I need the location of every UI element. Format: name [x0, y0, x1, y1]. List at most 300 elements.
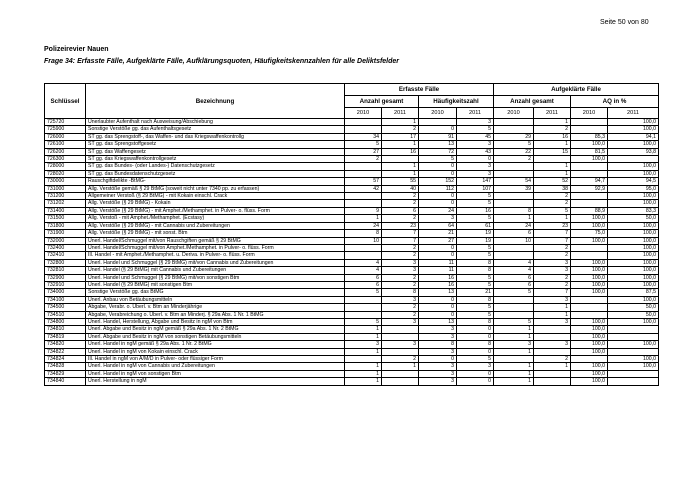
aq-2011-cell: 50,0: [608, 304, 659, 311]
haeufigkeit-2010-cell: 91: [419, 133, 457, 140]
bezeichnung-cell: Rauschgiftdelikte -BtMG-: [86, 178, 345, 185]
aq-2010-cell: [571, 311, 608, 318]
aq-2010-cell: [571, 252, 608, 259]
aufgeklaert-2011-cell: 2: [534, 252, 571, 259]
haeufigkeit-2011-cell: 3: [457, 170, 494, 177]
aq-2010-cell: 100,0: [571, 326, 608, 333]
erfasst-2010-cell: 27: [345, 148, 382, 155]
erfasst-2011-cell: 3: [382, 259, 419, 266]
aufgeklaert-2010-cell: [494, 311, 534, 318]
haeufigkeit-2010-cell: [419, 119, 457, 126]
erfasst-2011-cell: 2: [382, 193, 419, 200]
table-row: [45, 237, 659, 244]
table-row: [45, 148, 659, 155]
aq-2010-cell: [571, 296, 608, 303]
aufgeklaert-2011-cell: 1: [534, 304, 571, 311]
haeufigkeit-2011-cell: 5: [457, 252, 494, 259]
aufgeklaert-2010-cell: [494, 193, 534, 200]
schluessel-cell: 726100: [45, 141, 86, 148]
aq-2010-cell: [571, 163, 608, 170]
organization-title: Polizeirevier Nauen: [44, 46, 109, 53]
haeufigkeit-2011-cell: 3: [457, 141, 494, 148]
table-row: [45, 281, 659, 288]
aufgeklaert-2011-cell: 2: [534, 356, 571, 363]
haeufigkeit-2010-cell: 13: [419, 289, 457, 296]
bezeichnung-cell: Unerl. Handel (§ 29 BtMG) mit sonstigen Btm: [86, 281, 345, 288]
erfasst-2010-cell: 1: [345, 326, 382, 333]
aufgeklaert-2010-cell: [494, 126, 534, 133]
aq-2010-cell: [571, 126, 608, 133]
table-row: [45, 156, 659, 163]
schluessel-cell: 734824: [45, 356, 86, 363]
aq-2011-cell: 100,0: [608, 170, 659, 177]
schluessel-cell: 734822: [45, 348, 86, 355]
erfasst-2011-cell: 2: [382, 311, 419, 318]
aq-2011-cell: 100,0: [608, 126, 659, 133]
bezeichnung-cell: Unerl. Handel und Schmuggel (§ 29 BtMG) mit/von Cannabis und Zubereitungen: [86, 259, 345, 266]
erfasst-2011-cell: 1: [382, 141, 419, 148]
schluessel-cell: 726300: [45, 156, 86, 163]
table-row: [45, 119, 659, 126]
schluessel-cell: 734828: [45, 363, 86, 370]
haeufigkeit-2010-cell: 0: [419, 252, 457, 259]
statistics-table: [44, 83, 659, 386]
aufgeklaert-2011-cell: [534, 326, 571, 333]
erfasst-2011-cell: 2: [382, 126, 419, 133]
table-row: [45, 133, 659, 140]
schluessel-cell: 726200: [45, 148, 86, 155]
bezeichnung-cell: Unerl. Handel/Schmuggel mit/von Amphet./Methamphet. in Pulver- o. flüss. Form: [86, 244, 345, 251]
haeufigkeit-2011-cell: 45: [457, 133, 494, 140]
erfasst-2011-cell: 23: [382, 222, 419, 229]
table-row: [45, 141, 659, 148]
erfasst-2011-cell: 2: [382, 252, 419, 259]
aufgeklaert-2010-cell: 1: [494, 348, 534, 355]
page-number: Seite 50 von 80: [600, 19, 649, 26]
aq-2011-cell: 100,0: [608, 274, 659, 281]
haeufigkeit-2011-cell: 0: [457, 326, 494, 333]
aufgeklaert-2011-cell: 23: [534, 222, 571, 229]
aq-2011-cell: 100,0: [608, 163, 659, 170]
aq-2010-cell: 100,0: [571, 370, 608, 377]
haeufigkeit-2011-cell: 8: [457, 259, 494, 266]
bezeichnung-cell: Abgabe, Verabr. o. Überl. v. Btm an Minderjährige: [86, 304, 345, 311]
table-row: [45, 326, 659, 333]
aq-2010-cell: 100,0: [571, 378, 608, 385]
aufgeklaert-2011-cell: 2: [534, 193, 571, 200]
schluessel-cell: 728000: [45, 163, 86, 170]
table-row: [45, 259, 659, 266]
aufgeklaert-2011-cell: 3: [534, 318, 571, 325]
haeufigkeit-2010-cell: 11: [419, 259, 457, 266]
bezeichnung-cell: Sonstige Verstöße gg. das BtMG: [86, 289, 345, 296]
erfasst-2010-cell: 24: [345, 222, 382, 229]
year-header: 2010: [345, 108, 382, 119]
haeufigkeit-2011-cell: 3: [457, 119, 494, 126]
erfasst-2010-cell: 34: [345, 133, 382, 140]
aufgeklaert-2010-cell: 1: [494, 370, 534, 377]
schluessel-cell: 731000: [45, 185, 86, 192]
erfasst-2010-cell: [345, 119, 382, 126]
bezeichnung-cell: Unerl. Handel, Herstellung, Abgabe und Besitz in ngM von Btm: [86, 318, 345, 325]
aufgeklaert-2010-cell: [494, 304, 534, 311]
table-row: [45, 222, 659, 229]
haeufigkeit-2010-cell: 3: [419, 326, 457, 333]
haeufigkeit-2010-cell: 8: [419, 341, 457, 348]
schluessel-cell: 734800: [45, 318, 86, 325]
haeufigkeit-2011-cell: 5: [457, 304, 494, 311]
schluessel-cell: 732900: [45, 274, 86, 281]
haeufigkeit-2010-cell: 0: [419, 356, 457, 363]
haeufigkeit-2011-cell: 8: [457, 318, 494, 325]
haeufigkeit-2010-cell: 0: [419, 200, 457, 207]
haeufigkeit-2010-cell: 112: [419, 185, 457, 192]
aq-2011-cell: 100,0: [608, 341, 659, 348]
table-row: [45, 207, 659, 214]
haeufigkeit-2010-cell: 152: [419, 178, 457, 185]
bezeichnung-cell: Unerl. Handel in ngM von sonstigen Btm: [86, 370, 345, 377]
erfasst-2011-cell: 3: [382, 341, 419, 348]
bezeichnung-cell: Unerl. Abgabe und Besitz in ngM von sonstigen Betäubungsmitteln: [86, 333, 345, 340]
haeufigkeit-2011-cell: 19: [457, 230, 494, 237]
haeufigkeit-2010-cell: 72: [419, 148, 457, 155]
erfasst-2010-cell: 5: [345, 289, 382, 296]
haeufigkeit-2011-cell: 5: [457, 356, 494, 363]
haeufigkeit-2010-cell: 0: [419, 296, 457, 303]
aufgeklaert-2010-cell: 29: [494, 133, 534, 140]
header-anzahl-gesamt-erfasst: Anzahl gesamt: [345, 96, 419, 108]
bezeichnung-cell: Unerl. Abgabe und Besitz in ngM gemäß § 29a Abs. 1 Nr. 2 BtMG: [86, 326, 345, 333]
erfasst-2010-cell: 8: [345, 230, 382, 237]
aufgeklaert-2010-cell: [494, 119, 534, 126]
aq-2011-cell: 50,0: [608, 215, 659, 222]
haeufigkeit-2011-cell: 3: [457, 163, 494, 170]
header-aufgeklaerte-faelle: Aufgeklärte Fälle: [494, 84, 659, 96]
haeufigkeit-2011-cell: 0: [457, 333, 494, 340]
haeufigkeit-2011-cell: 5: [457, 200, 494, 207]
table-row: [45, 163, 659, 170]
erfasst-2010-cell: 5: [345, 318, 382, 325]
bezeichnung-cell: Allg. Verstöße (§ 29 BtMG) - Kokain: [86, 200, 345, 207]
table-row: [45, 311, 659, 318]
table-row: [45, 267, 659, 274]
header-bezeichnung: Bezeichnung: [86, 84, 345, 119]
erfasst-2010-cell: [345, 304, 382, 311]
aq-2011-cell: 95,0: [608, 185, 659, 192]
schluessel-cell: 734100: [45, 296, 86, 303]
haeufigkeit-2010-cell: 16: [419, 281, 457, 288]
erfasst-2011-cell: 17: [382, 133, 419, 140]
haeufigkeit-2010-cell: 0: [419, 244, 457, 251]
aufgeklaert-2010-cell: [494, 170, 534, 177]
aq-2010-cell: 100,0: [571, 215, 608, 222]
aq-2010-cell: 88,9: [571, 207, 608, 214]
aufgeklaert-2010-cell: [494, 356, 534, 363]
erfasst-2010-cell: 10: [345, 237, 382, 244]
aufgeklaert-2011-cell: 2: [534, 274, 571, 281]
table-row: [45, 296, 659, 303]
table-row: [45, 274, 659, 281]
aufgeklaert-2011-cell: 15: [534, 148, 571, 155]
aq-2010-cell: [571, 304, 608, 311]
schluessel-cell: 734819: [45, 333, 86, 340]
aq-2011-cell: 100,0: [608, 193, 659, 200]
table-row: [45, 230, 659, 237]
aq-2011-cell: [608, 378, 659, 385]
haeufigkeit-2010-cell: 0: [419, 163, 457, 170]
haeufigkeit-2011-cell: 8: [457, 267, 494, 274]
aufgeklaert-2011-cell: 3: [534, 341, 571, 348]
aq-2011-cell: [608, 348, 659, 355]
erfasst-2010-cell: [345, 126, 382, 133]
haeufigkeit-2011-cell: 5: [457, 281, 494, 288]
aufgeklaert-2010-cell: 1: [494, 333, 534, 340]
aq-2011-cell: [608, 333, 659, 340]
schluessel-cell: 731400: [45, 207, 86, 214]
aq-2010-cell: 100,0: [571, 318, 608, 325]
erfasst-2010-cell: 42: [345, 185, 382, 192]
bezeichnung-cell: Ill. Handel - mit Amphet./Methamphet. u. Deriva. in Pulver- o. flüss. Form: [86, 252, 345, 259]
aufgeklaert-2010-cell: 1: [494, 363, 534, 370]
erfasst-2010-cell: [345, 311, 382, 318]
haeufigkeit-2011-cell: 5: [457, 215, 494, 222]
aufgeklaert-2010-cell: 6: [494, 281, 534, 288]
aufgeklaert-2010-cell: [494, 200, 534, 207]
aufgeklaert-2011-cell: 1: [534, 141, 571, 148]
bezeichnung-cell: Allg. Verstöße (§ 29 BtMG) - mit Cannabis und Zubereitungen: [86, 222, 345, 229]
erfasst-2010-cell: [345, 200, 382, 207]
erfasst-2011-cell: [382, 156, 419, 163]
haeufigkeit-2010-cell: 11: [419, 267, 457, 274]
bezeichnung-cell: Allgemeiner Verstoß (§ 29 BtMG) - mit Kokain einschl. Crack: [86, 193, 345, 200]
haeufigkeit-2010-cell: 3: [419, 370, 457, 377]
aufgeklaert-2010-cell: [494, 244, 534, 251]
schluessel-cell: 725720: [45, 119, 86, 126]
aufgeklaert-2010-cell: 1: [494, 215, 534, 222]
haeufigkeit-2011-cell: 0: [457, 370, 494, 377]
aufgeklaert-2011-cell: 2: [534, 244, 571, 251]
aq-2011-cell: 100,0: [608, 230, 659, 237]
schluessel-cell: 732400: [45, 244, 86, 251]
aufgeklaert-2010-cell: 54: [494, 178, 534, 185]
aq-2010-cell: [571, 170, 608, 177]
aufgeklaert-2010-cell: 5: [494, 141, 534, 148]
aufgeklaert-2010-cell: 39: [494, 185, 534, 192]
aq-2010-cell: 100,0: [571, 341, 608, 348]
erfasst-2010-cell: 1: [345, 378, 382, 385]
aufgeklaert-2011-cell: 2: [534, 281, 571, 288]
table-row: [45, 185, 659, 192]
schluessel-cell: 725900: [45, 126, 86, 133]
haeufigkeit-2011-cell: 8: [457, 341, 494, 348]
erfasst-2011-cell: [382, 326, 419, 333]
aufgeklaert-2010-cell: 10: [494, 237, 534, 244]
schluessel-cell: 732000: [45, 237, 86, 244]
table-row: [45, 126, 659, 133]
bezeichnung-cell: ST gg. das Bundes- (oder Landes-) Datenschutzgesetz: [86, 163, 345, 170]
aq-2010-cell: 81,5: [571, 148, 608, 155]
haeufigkeit-2011-cell: 0: [457, 348, 494, 355]
erfasst-2011-cell: 3: [382, 318, 419, 325]
erfasst-2011-cell: 2: [382, 281, 419, 288]
erfasst-2010-cell: 1: [345, 370, 382, 377]
aq-2011-cell: 100,0: [608, 363, 659, 370]
aufgeklaert-2011-cell: [534, 156, 571, 163]
aq-2011-cell: 100,0: [608, 267, 659, 274]
aq-2010-cell: 75,0: [571, 230, 608, 237]
aufgeklaert-2010-cell: 6: [494, 230, 534, 237]
table-row: [45, 363, 659, 370]
erfasst-2011-cell: 1: [382, 363, 419, 370]
schluessel-cell: 731202: [45, 200, 86, 207]
aq-2011-cell: 100,0: [608, 244, 659, 251]
haeufigkeit-2011-cell: 5: [457, 193, 494, 200]
haeufigkeit-2011-cell: 21: [457, 289, 494, 296]
haeufigkeit-2010-cell: 64: [419, 222, 457, 229]
erfasst-2011-cell: 1: [382, 163, 419, 170]
aufgeklaert-2010-cell: 3: [494, 341, 534, 348]
haeufigkeit-2011-cell: 3: [457, 363, 494, 370]
schluessel-cell: 731900: [45, 230, 86, 237]
aq-2011-cell: 50,0: [608, 311, 659, 318]
table-row: [45, 200, 659, 207]
header-schluessel: Schlüssel: [45, 84, 86, 119]
aq-2010-cell: [571, 119, 608, 126]
aufgeklaert-2010-cell: 2: [494, 156, 534, 163]
aufgeklaert-2010-cell: 8: [494, 207, 534, 214]
haeufigkeit-2011-cell: 8: [457, 296, 494, 303]
haeufigkeit-2010-cell: 0: [419, 311, 457, 318]
haeufigkeit-2010-cell: 24: [419, 207, 457, 214]
aufgeklaert-2010-cell: 1: [494, 326, 534, 333]
aq-2011-cell: 87,5: [608, 289, 659, 296]
aq-2010-cell: 100,0: [571, 267, 608, 274]
aq-2010-cell: 100,0: [571, 281, 608, 288]
table-row: [45, 289, 659, 296]
aq-2010-cell: 100,0: [571, 141, 608, 148]
haeufigkeit-2011-cell: 0: [457, 378, 494, 385]
aufgeklaert-2010-cell: 5: [494, 289, 534, 296]
bezeichnung-cell: Abgabe, Verabreichung o. Überl. v. Btm an Minderj. § 29a Abs. 1 Nr. 1 BtMG: [86, 311, 345, 318]
schluessel-cell: 731500: [45, 215, 86, 222]
header-aq-percent: AQ in %: [571, 96, 659, 108]
aufgeklaert-2011-cell: 1: [534, 363, 571, 370]
bezeichnung-cell: ST gg. das Sprengstoffgesetz: [86, 141, 345, 148]
erfasst-2010-cell: [345, 296, 382, 303]
erfasst-2011-cell: 2: [382, 215, 419, 222]
aq-2010-cell: 100,0: [571, 156, 608, 163]
haeufigkeit-2010-cell: 3: [419, 348, 457, 355]
erfasst-2011-cell: 3: [382, 267, 419, 274]
erfasst-2010-cell: [345, 170, 382, 177]
aufgeklaert-2011-cell: 7: [534, 289, 571, 296]
bezeichnung-cell: Allg. Verstöße (§ 29 BtMG) - mit Amphet./Methamphet. in Pulver- o. flüss. Form: [86, 207, 345, 214]
aq-2010-cell: [571, 193, 608, 200]
bezeichnung-cell: ST gg. das Kriegswaffenkontrollgesetz: [86, 156, 345, 163]
haeufigkeit-2011-cell: 5: [457, 126, 494, 133]
aq-2011-cell: 100,0: [608, 259, 659, 266]
haeufigkeit-2010-cell: 3: [419, 333, 457, 340]
aufgeklaert-2010-cell: 1: [494, 378, 534, 385]
aufgeklaert-2010-cell: 4: [494, 259, 534, 266]
bezeichnung-cell: Allg. Verstöße (§ 29 BtMG) - mit sonst. Btm: [86, 230, 345, 237]
erfasst-2011-cell: 7: [382, 237, 419, 244]
aufgeklaert-2011-cell: 52: [534, 178, 571, 185]
year-header: 2010: [419, 108, 457, 119]
schluessel-cell: 734510: [45, 311, 86, 318]
schluessel-cell: 730000: [45, 178, 86, 185]
bezeichnung-cell: Unerl. Handel/Schmuggel mit/von Rauschgiften gemäß § 29 BtMG: [86, 237, 345, 244]
table-row: [45, 252, 659, 259]
table-body: [45, 119, 659, 386]
bezeichnung-cell: Unerl. Handel (§ 29 BtMG) mit Cannabis und Zubereitungen: [86, 267, 345, 274]
erfasst-2011-cell: 6: [382, 207, 419, 214]
schluessel-cell: 734500: [45, 304, 86, 311]
aufgeklaert-2011-cell: [534, 348, 571, 355]
schluessel-cell: 732810: [45, 267, 86, 274]
erfasst-2011-cell: 2: [382, 356, 419, 363]
aq-2011-cell: 94,5: [608, 178, 659, 185]
bezeichnung-cell: Allg. Verstöße gemäß § 29 BtMG (soweit nicht unter 7340 pp. zu erfassen): [86, 185, 345, 192]
haeufigkeit-2011-cell: 19: [457, 237, 494, 244]
year-header: 2010: [571, 108, 608, 119]
aufgeklaert-2010-cell: 6: [494, 274, 534, 281]
aq-2011-cell: 100,0: [608, 119, 659, 126]
table-row: [45, 193, 659, 200]
aq-2011-cell: 100,0: [608, 222, 659, 229]
aufgeklaert-2010-cell: 24: [494, 222, 534, 229]
aq-2010-cell: 100,0: [571, 289, 608, 296]
question-title: Frage 34: Erfasste Fälle, Aufgeklärte Fälle, Aufklärungsquoten, Häufigkeitskennzahlen für alle Deliktsfelder: [44, 58, 400, 65]
haeufigkeit-2010-cell: 0: [419, 126, 457, 133]
erfasst-2011-cell: 55: [382, 178, 419, 185]
erfasst-2010-cell: 1: [345, 348, 382, 355]
haeufigkeit-2010-cell: 21: [419, 230, 457, 237]
aufgeklaert-2011-cell: 7: [534, 230, 571, 237]
aq-2010-cell: [571, 200, 608, 207]
aq-2010-cell: 85,3: [571, 133, 608, 140]
bezeichnung-cell: Unerl. Herstellung in ngM: [86, 378, 345, 385]
bezeichnung-cell: Sonstige Verstöße gg. das Aufenthaltsgesetz: [86, 126, 345, 133]
schluessel-cell: 734840: [45, 378, 86, 385]
erfasst-2010-cell: 1: [345, 215, 382, 222]
erfasst-2011-cell: [382, 348, 419, 355]
erfasst-2011-cell: 2: [382, 274, 419, 281]
table-row: [45, 304, 659, 311]
erfasst-2010-cell: [345, 193, 382, 200]
aufgeklaert-2011-cell: [534, 370, 571, 377]
schluessel-cell: 732800: [45, 259, 86, 266]
aufgeklaert-2011-cell: [534, 333, 571, 340]
haeufigkeit-2011-cell: 147: [457, 178, 494, 185]
aq-2011-cell: 100,0: [608, 141, 659, 148]
table-row: [45, 244, 659, 251]
aq-2010-cell: 100,0: [571, 222, 608, 229]
schluessel-cell: 732410: [45, 252, 86, 259]
aq-2010-cell: [571, 356, 608, 363]
erfasst-2010-cell: [345, 244, 382, 251]
erfasst-2011-cell: 2: [382, 304, 419, 311]
erfasst-2010-cell: [345, 163, 382, 170]
bezeichnung-cell: Unerl. Handel in ngM von Kokain einschl. Crack: [86, 348, 345, 355]
erfasst-2010-cell: 57: [345, 178, 382, 185]
haeufigkeit-2010-cell: 0: [419, 193, 457, 200]
erfasst-2010-cell: [345, 252, 382, 259]
erfasst-2010-cell: 1: [345, 363, 382, 370]
aufgeklaert-2010-cell: [494, 163, 534, 170]
year-header: 2011: [608, 108, 659, 119]
bezeichnung-cell: Allg. Verstoß - mit Amphet./Methamphet. (Ecstasy): [86, 215, 345, 222]
